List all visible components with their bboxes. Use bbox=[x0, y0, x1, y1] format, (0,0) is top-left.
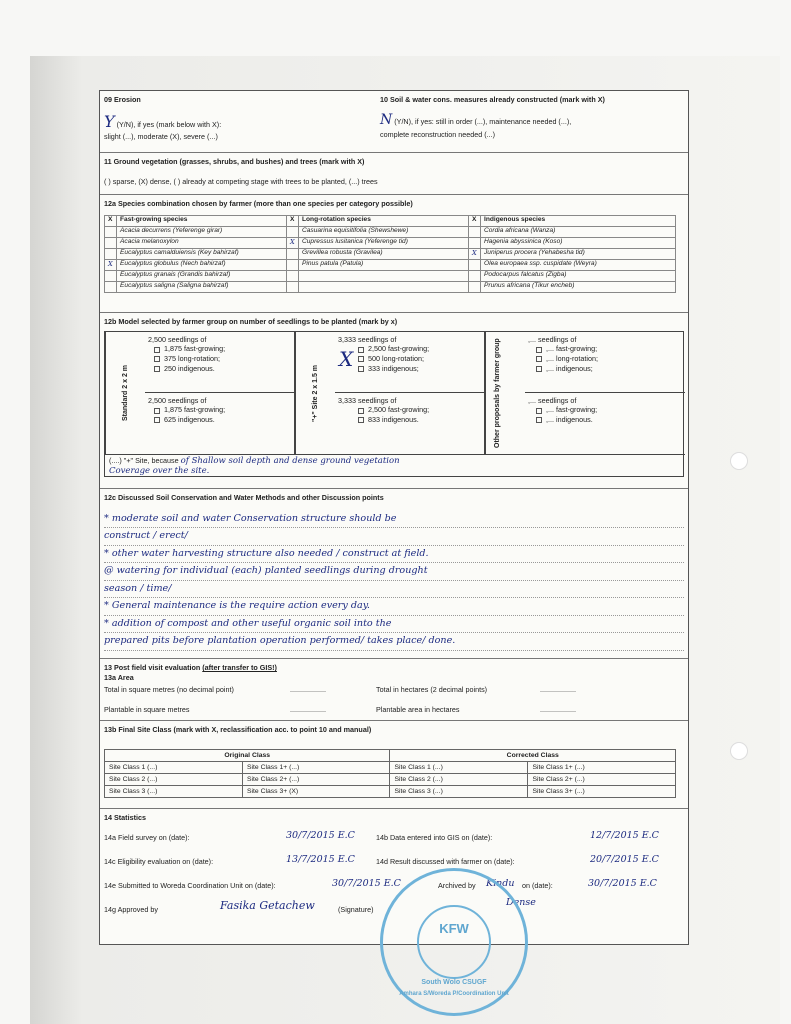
statistics-title: 14 Statistics bbox=[104, 813, 146, 822]
species-row bbox=[105, 248, 676, 259]
species-row bbox=[105, 259, 676, 270]
species-long: Cupressus lusitanica (Yeferenge tid) bbox=[299, 237, 469, 248]
species-mark bbox=[287, 248, 299, 259]
stamp-ring-text: South Wolo CSUGF bbox=[421, 979, 487, 986]
field-survey-date: 30/7/2015 E.C bbox=[286, 830, 355, 841]
archived-on-label: on (date): bbox=[522, 881, 553, 890]
section-site-class bbox=[100, 721, 688, 809]
other-option-a bbox=[525, 332, 685, 393]
species-mark: X bbox=[105, 259, 117, 270]
species-mark bbox=[469, 259, 481, 270]
option-head: 3,333 seedlings of bbox=[338, 334, 397, 344]
site-assessment-form bbox=[99, 90, 689, 945]
species-row bbox=[105, 281, 676, 292]
site-class-cell: Site Class 3+ (...) bbox=[528, 785, 676, 797]
section-erosion bbox=[100, 91, 688, 153]
site-reason-text: Coverage over the site. bbox=[109, 466, 210, 477]
species-long bbox=[299, 281, 469, 292]
species-indigenous: Podocarpus falcatus (Zigba) bbox=[481, 270, 676, 281]
soil-water-mark: N bbox=[380, 111, 393, 128]
discussion-line: * moderate soil and water Conservation structure should be bbox=[104, 511, 684, 529]
site-class-cell: Site Class 2+ (...) bbox=[242, 773, 390, 785]
site-class-cell: Site Class 3 (...) bbox=[390, 785, 528, 797]
option-line: ,... indigenous; bbox=[546, 363, 593, 373]
standard-option-b bbox=[145, 393, 295, 454]
other-option-b bbox=[525, 393, 685, 454]
option-line: 1,875 fast-growing; bbox=[164, 405, 226, 415]
eligibility-date: 13/7/2015 E.C bbox=[286, 854, 355, 865]
species-row bbox=[105, 270, 676, 281]
total-m2-label: Total in square metres (no decimal point) bbox=[104, 685, 234, 694]
post-visit-note: (after transfer to GIS!) bbox=[202, 663, 277, 672]
option-line: 375 long-rotation; bbox=[164, 354, 220, 364]
section-planting-model bbox=[100, 313, 688, 489]
archived-by: Kindu bbox=[486, 878, 515, 889]
archived-label: Archived by bbox=[438, 881, 476, 890]
discussion-line: * other water harvesting structure also needed / construct at field. bbox=[104, 546, 684, 564]
plus-site-label: "+" Site 2 x 1.5 m bbox=[295, 332, 335, 454]
corrected-class-header: Corrected Class bbox=[390, 749, 676, 761]
site-class-table bbox=[104, 749, 676, 798]
species-title: 12a Species combination chosen by farmer (more than one species per category possible) bbox=[104, 199, 413, 208]
option-line: 833 indigenous. bbox=[368, 415, 419, 425]
option-line: 333 indigenous; bbox=[368, 363, 419, 373]
option-line: 1,875 fast-growing; bbox=[164, 344, 226, 354]
ground-vegetation-options: ( ) sparse, (X) dense, ( ) already at competing stage with trees to be planted, (...) trees bbox=[104, 176, 378, 186]
discussion-line: prepared pits before plantation operation performed/ takes place/ done. bbox=[104, 633, 684, 651]
erosion-title: 09 Erosion bbox=[104, 95, 141, 104]
discussion-title: 12c Discussed Soil Conservation and Water Methods and other Discussion points bbox=[104, 493, 384, 502]
approved-label: 14g Approved by bbox=[104, 905, 158, 914]
archived-date: 30/7/2015 E.C bbox=[588, 878, 657, 889]
species-row bbox=[105, 237, 676, 248]
result-discussed-date: 20/7/2015 E.C bbox=[590, 854, 659, 865]
option-line: ,... fast-growing; bbox=[546, 405, 598, 415]
section-species bbox=[100, 195, 688, 313]
species-mark bbox=[287, 259, 299, 270]
approved-name: Fasika Getachew bbox=[220, 899, 315, 912]
discussion-line: * General maintenance is the require action every day. bbox=[104, 598, 684, 616]
option-head: 2,500 seedlings of bbox=[148, 395, 207, 405]
area-title: 13a Area bbox=[104, 672, 134, 682]
section-post-visit bbox=[100, 659, 688, 721]
site-class-cell: Site Class 1+ (...) bbox=[242, 761, 390, 773]
stamp-inner-ring bbox=[417, 905, 491, 979]
species-mark bbox=[469, 237, 481, 248]
species-indigenous: Juniperus procera (Yehabesha tid) bbox=[481, 248, 676, 259]
plantable-ha-label: Plantable area in hectares bbox=[376, 705, 460, 714]
punch-hole bbox=[730, 452, 748, 470]
dense-note: Dense bbox=[506, 897, 536, 908]
stamp-ring-text: Amhara S/Woreda P/Coordination Unit bbox=[399, 991, 509, 997]
option-line: ,... indigenous. bbox=[546, 415, 593, 425]
original-class-header: Original Class bbox=[105, 749, 390, 761]
species-header-fast: Fast-growing species bbox=[117, 215, 287, 226]
species-long bbox=[299, 270, 469, 281]
submitted-date: 30/7/2015 E.C bbox=[332, 878, 401, 889]
total-m2-value: .................. bbox=[290, 685, 326, 694]
erosion-mark: Y bbox=[104, 111, 115, 131]
soil-water-question: (Y/N), if yes: still in order (...), maintenance needed (...), bbox=[394, 116, 572, 126]
species-indigenous: Cordia africana (Wanza) bbox=[481, 226, 676, 237]
erosion-severity: slight (...), moderate (X), severe (...) bbox=[104, 132, 218, 142]
species-fast: Eucalyptus globulus (Nech bahirzaf) bbox=[117, 259, 287, 270]
site-reason-label: (....) "+" Site, because bbox=[109, 455, 179, 465]
species-header-mark: X bbox=[469, 215, 481, 226]
total-ha-value: .................. bbox=[540, 685, 576, 694]
option-line: 500 long-rotation; bbox=[368, 354, 424, 364]
option-head: ,... seedlings of bbox=[528, 334, 577, 344]
site-class-row bbox=[105, 773, 676, 785]
soil-water-status: complete reconstruction needed (...) bbox=[380, 129, 496, 139]
species-mark bbox=[105, 237, 117, 248]
site-reason bbox=[105, 454, 685, 477]
species-mark bbox=[469, 270, 481, 281]
site-class-row bbox=[105, 785, 676, 797]
site-option-mark: X bbox=[339, 346, 354, 371]
species-mark bbox=[105, 281, 117, 292]
soil-water-title: 10 Soil & water cons. measures already constructed (mark with X) bbox=[380, 95, 605, 104]
site-class-cell: Site Class 1+ (...) bbox=[528, 761, 676, 773]
option-head: 3,333 seedlings of bbox=[338, 395, 397, 405]
erosion-question: (Y/N), if yes (mark below with X): bbox=[116, 119, 222, 129]
discussion-line: * addition of compost and other useful organic soil into the bbox=[104, 616, 684, 634]
option-line: 250 indigenous. bbox=[164, 363, 215, 373]
species-long: Casuarina equisitifolia (Shewshewe) bbox=[299, 226, 469, 237]
signature-label: (Signature) bbox=[338, 905, 374, 914]
site-class-cell: Site Class 2 (...) bbox=[390, 773, 528, 785]
field-survey-label: 14a Field survey on (date): bbox=[104, 833, 190, 842]
standard-option-a bbox=[145, 332, 295, 393]
site-class-cell: Site Class 2+ (...) bbox=[528, 773, 676, 785]
ground-vegetation-title: 11 Ground vegetation (grasses, shrubs, and bushes) and trees (mark with X) bbox=[104, 157, 365, 166]
site-class-cell: Site Class 1 (...) bbox=[390, 761, 528, 773]
site-reason-text: of Shallow soil depth and dense ground vegetation bbox=[180, 455, 400, 466]
gis-entry-label: 14b Data entered into GIS on (date): bbox=[376, 833, 493, 842]
gis-entry-date: 12/7/2015 E.C bbox=[590, 830, 659, 841]
section-ground-vegetation bbox=[100, 153, 688, 195]
option-line: 625 indigenous. bbox=[164, 415, 215, 425]
submitted-label: 14e Submitted to Woreda Coordination Unit on (date): bbox=[104, 881, 276, 890]
discussion-line: season / time/ bbox=[104, 581, 684, 599]
species-mark bbox=[105, 248, 117, 259]
discussion-line: construct / erect/ bbox=[104, 528, 684, 546]
site-option-b bbox=[335, 393, 485, 454]
species-header-long: Long-rotation species bbox=[299, 215, 469, 226]
other-proposals-label: Other proposals by farmer group bbox=[485, 332, 525, 454]
species-header-mark: X bbox=[287, 215, 299, 226]
site-class-cell: Site Class 2 (...) bbox=[105, 773, 243, 785]
stamp-logo: KFW bbox=[439, 921, 469, 936]
section-discussion bbox=[100, 489, 688, 659]
species-mark bbox=[105, 270, 117, 281]
species-indigenous: Prunus africana (Tikur encheb) bbox=[481, 281, 676, 292]
species-fast: Acacia decurrens (Yeferenge girar) bbox=[117, 226, 287, 237]
total-ha-label: Total in hectares (2 decimal points) bbox=[376, 685, 488, 694]
option-line: ,... fast-growing; bbox=[546, 344, 598, 354]
option-head: ,... seedlings of bbox=[528, 395, 577, 405]
species-fast: Eucalyptus granais (Grandis bahirzaf) bbox=[117, 270, 287, 281]
species-mark: X bbox=[469, 248, 481, 259]
species-long: Grevillea robusta (Gravilea) bbox=[299, 248, 469, 259]
eligibility-label: 14c Eligibility evaluation on (date): bbox=[104, 857, 214, 866]
site-class-cell: Site Class 3+ (X) bbox=[242, 785, 390, 797]
species-long: Pinus patula (Patula) bbox=[299, 259, 469, 270]
plantable-m2-label: Plantable in square metres bbox=[104, 705, 190, 714]
species-header-mark: X bbox=[105, 215, 117, 226]
planting-model-grid bbox=[104, 331, 684, 477]
species-mark bbox=[287, 270, 299, 281]
species-header-indigenous: Indigenous species bbox=[481, 215, 676, 226]
discussion-notes bbox=[104, 511, 684, 651]
punch-hole bbox=[730, 742, 748, 760]
standard-label: Standard 2 x 2 m bbox=[105, 332, 145, 454]
post-visit-title: 13 Post field visit evaluation bbox=[104, 663, 201, 672]
plantable-m2-value: .................. bbox=[290, 705, 326, 714]
site-class-cell: Site Class 3 (...) bbox=[105, 785, 243, 797]
site-option-a bbox=[335, 332, 485, 393]
option-line: 2,500 fast-growing; bbox=[368, 344, 430, 354]
plantable-ha-value: .................. bbox=[540, 705, 576, 714]
site-class-cell: Site Class 1 (...) bbox=[105, 761, 243, 773]
species-row bbox=[105, 226, 676, 237]
official-stamp bbox=[380, 868, 528, 1016]
result-discussed-label: 14d Result discussed with farmer on (date): bbox=[376, 857, 515, 866]
species-indigenous: Olea europaea ssp. cuspidate (Weyra) bbox=[481, 259, 676, 270]
discussion-line: @ watering for individual (each) planted seedlings during drought bbox=[104, 563, 684, 581]
planting-model-title: 12b Model selected by farmer group on number of seedlings to be planted (mark by x) bbox=[104, 317, 398, 326]
species-mark bbox=[105, 226, 117, 237]
species-fast: Eucalyptus saligna (Saligna bahirzaf) bbox=[117, 281, 287, 292]
species-mark bbox=[287, 226, 299, 237]
option-line: 2,500 fast-growing; bbox=[368, 405, 430, 415]
species-mark bbox=[469, 226, 481, 237]
site-class-title: 13b Final Site Class (mark with X, reclassification acc. to point 10 and manual) bbox=[104, 725, 372, 734]
species-fast: Eucalyptus camalduiensis (Key bahirzaf) bbox=[117, 248, 287, 259]
species-mark: X bbox=[287, 237, 299, 248]
species-mark bbox=[469, 281, 481, 292]
option-head: 2,500 seedlings of bbox=[148, 334, 207, 344]
species-mark bbox=[287, 281, 299, 292]
species-table bbox=[104, 215, 676, 293]
species-indigenous: Hagenia abyssinica (Koso) bbox=[481, 237, 676, 248]
option-line: ,... long-rotation; bbox=[546, 354, 598, 364]
species-fast: Acacia melanoxylon bbox=[117, 237, 287, 248]
site-class-row bbox=[105, 761, 676, 773]
